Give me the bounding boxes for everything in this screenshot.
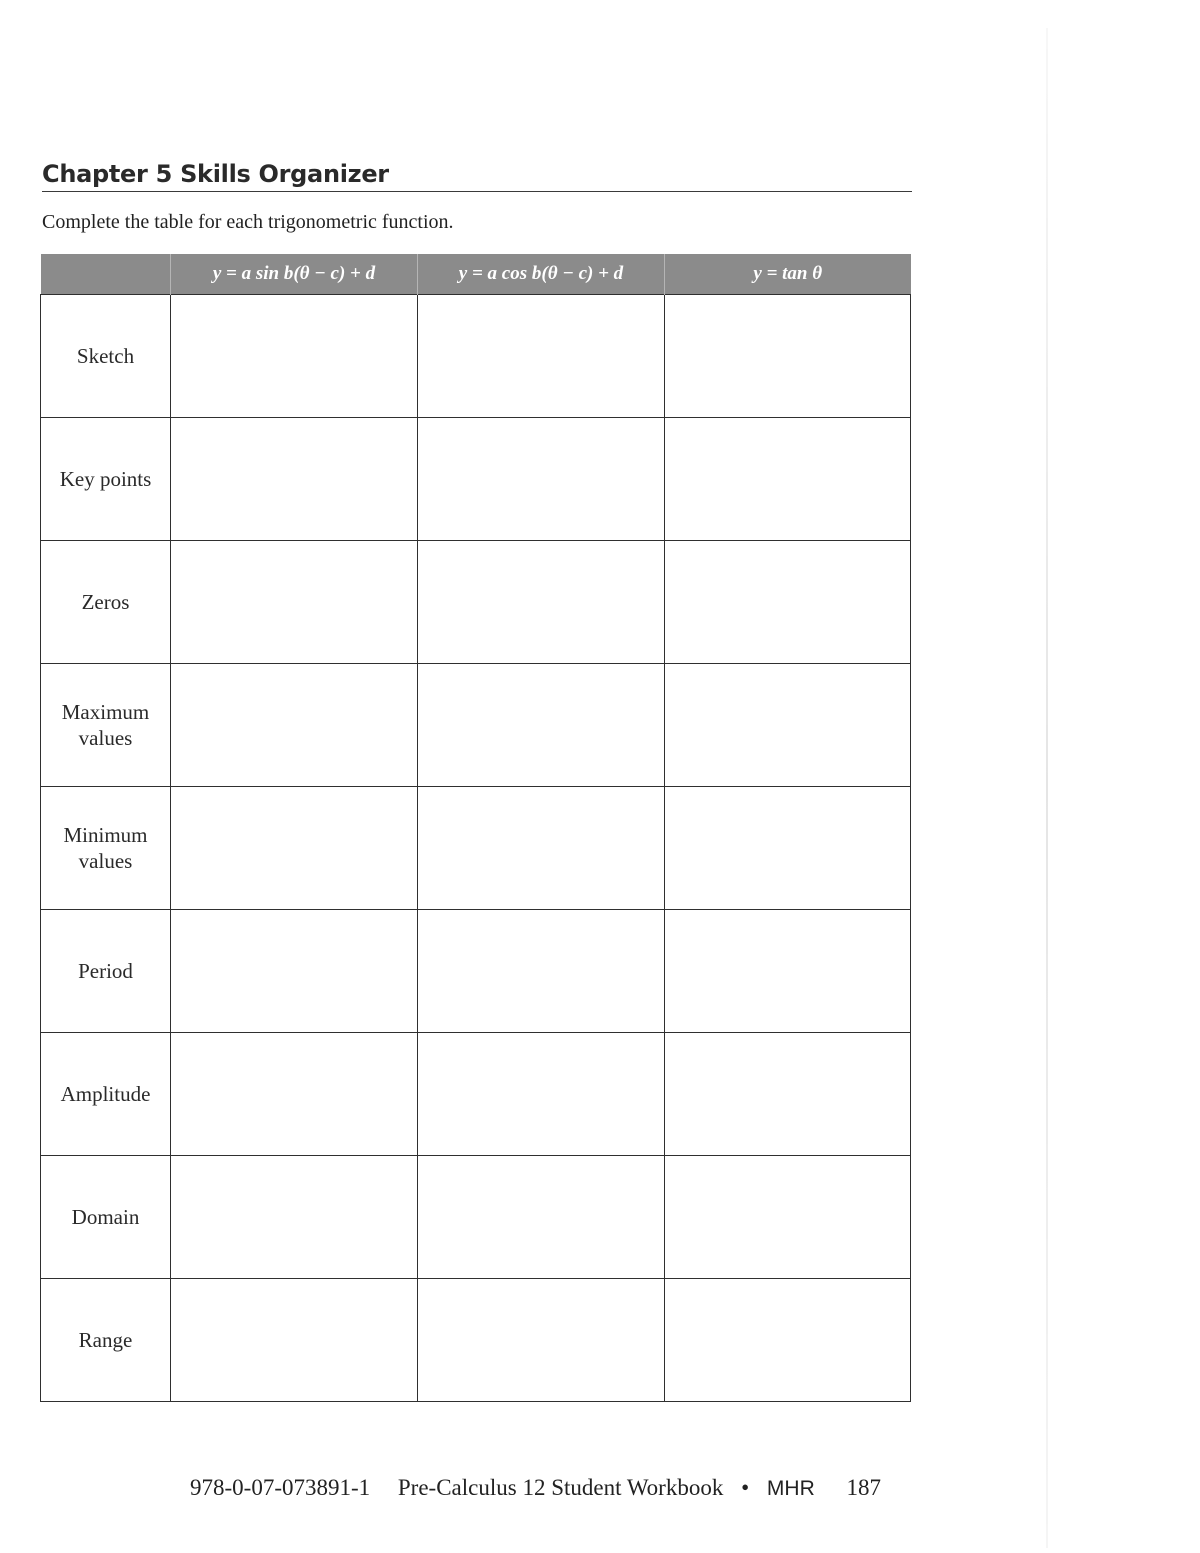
footer-book-title: Pre-Calculus 12 Student Workbook [397,1475,724,1500]
table-row [41,1156,911,1279]
row-label-key-points: Key points [41,418,171,541]
answer-cell[interactable] [665,787,911,910]
header-cell-cosine [418,254,665,295]
header-cell-tangent [665,254,911,295]
answer-cell[interactable] [171,295,418,418]
answer-cell[interactable] [171,664,418,787]
answer-cell[interactable] [171,910,418,1033]
answer-cell[interactable] [418,295,665,418]
page-footer [190,1474,881,1503]
answer-cell[interactable] [665,418,911,541]
title-underline [42,191,912,192]
answer-cell[interactable] [171,1156,418,1279]
answer-cell[interactable] [171,787,418,910]
answer-cell[interactable] [418,910,665,1033]
table-row [41,1279,911,1402]
answer-cell[interactable] [418,1156,665,1279]
answer-cell[interactable] [171,1279,418,1402]
row-label-sketch: Sketch [41,295,171,418]
header-cell-sine [171,254,418,295]
row-label-domain: Domain [41,1156,171,1279]
row-label-zeros: Zeros [41,541,171,664]
footer-isbn: 978-0-07-073891-1 [190,1475,371,1500]
answer-cell[interactable] [418,541,665,664]
answer-cell[interactable] [418,418,665,541]
footer-publisher: MHR [766,1477,815,1500]
answer-cell[interactable] [665,295,911,418]
table-row [41,787,911,910]
answer-cell[interactable] [665,541,911,664]
tangent-function-label: y = tan θ [753,263,823,284]
row-label-period: Period [41,910,171,1033]
scan-page-edge [1046,28,1048,1548]
answer-cell[interactable] [171,541,418,664]
answer-cell[interactable] [418,664,665,787]
skills-organizer-table [40,254,911,1402]
table-row [41,664,911,787]
table-row [41,1033,911,1156]
footer-page-number: 187 [846,1475,881,1500]
table-header [41,254,911,295]
instructions-text: Complete the table for each trigonometric function. [42,211,454,233]
table-row [41,541,911,664]
table-body [41,295,911,1402]
row-label-range: Range [41,1279,171,1402]
answer-cell[interactable] [665,1033,911,1156]
header-cell-blank [41,254,171,295]
answer-cell[interactable] [171,418,418,541]
answer-cell[interactable] [665,664,911,787]
sine-function-label: y = a sin b(θ − c) + d [212,263,376,284]
footer-bullet: • [741,1475,750,1500]
answer-cell[interactable] [418,1033,665,1156]
cosine-function-label: y = a cos b(θ − c) + d [458,263,624,284]
answer-cell[interactable] [665,1156,911,1279]
row-label-amplitude: Amplitude [41,1033,171,1156]
answer-cell[interactable] [418,1279,665,1402]
answer-cell[interactable] [171,1033,418,1156]
chapter-title: Chapter 5 Skills Organizer [42,160,389,188]
table-row [41,910,911,1033]
answer-cell[interactable] [665,1279,911,1402]
table-row [41,295,911,418]
row-label-maximum-values: Maximum values [41,664,171,787]
answer-cell[interactable] [418,787,665,910]
answer-cell[interactable] [665,910,911,1033]
table-row [41,418,911,541]
row-label-minimum-values: Minimum values [41,787,171,910]
header-row [41,254,911,295]
